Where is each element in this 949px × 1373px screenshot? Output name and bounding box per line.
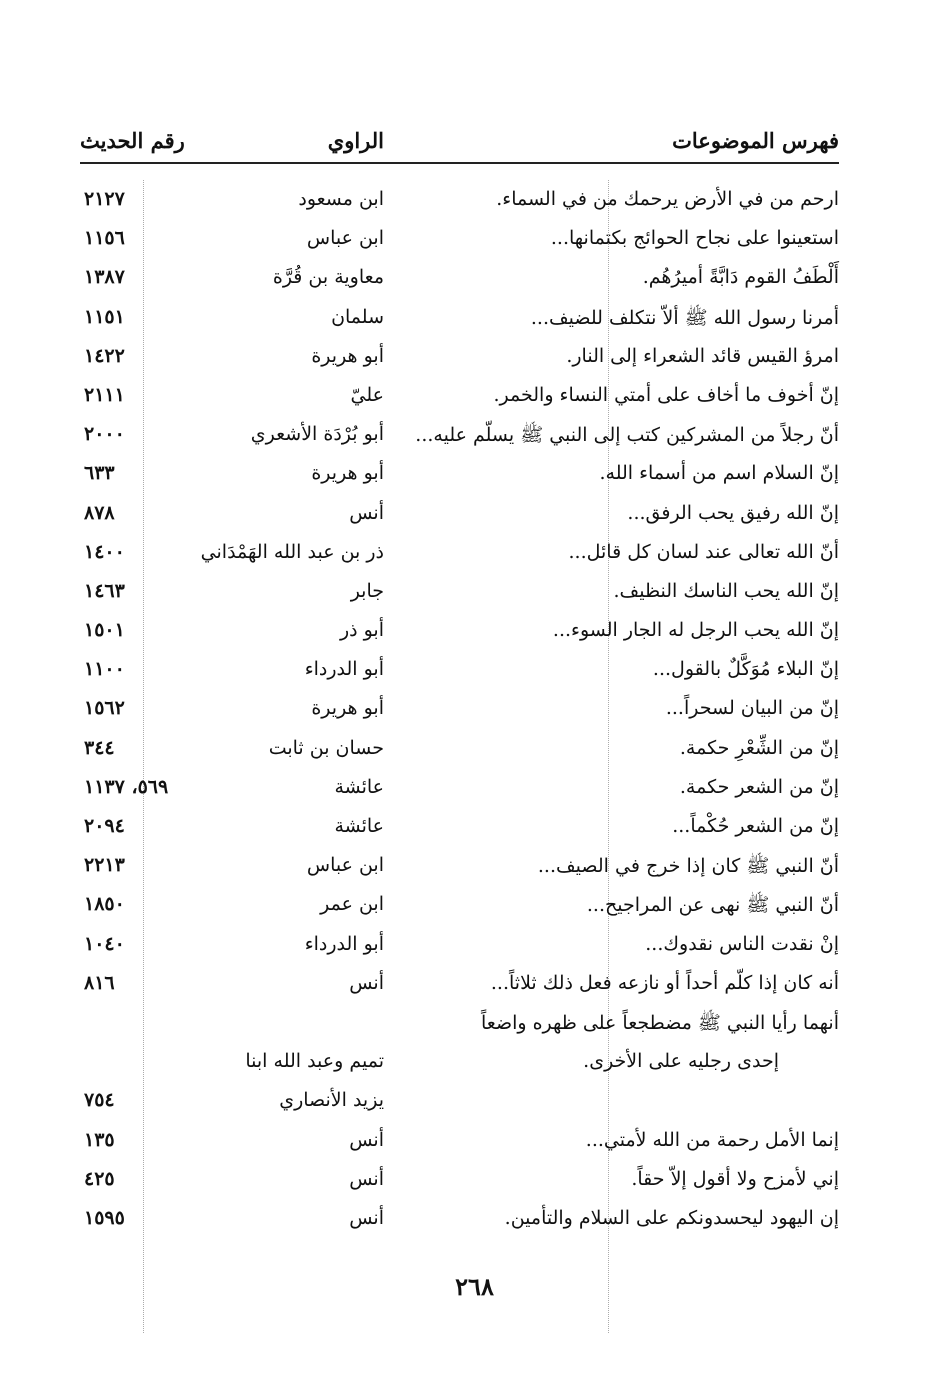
topic-text: إني لأمزح ولا أقول إلاّ حقاً. xyxy=(631,1167,839,1190)
hadith-number: ٨١٦ xyxy=(84,971,115,994)
header-narrator: الراوي xyxy=(327,128,384,153)
narrator-text: أنس xyxy=(349,1167,384,1190)
topic-text: إنْ نقدت الناس نقدوك... xyxy=(645,932,839,955)
table-row xyxy=(80,302,839,341)
topic-text: إنّ الله يحب الرجل له الجار السوء... xyxy=(552,619,839,642)
narrator-text: معاوية بن قُرَّة xyxy=(272,266,384,289)
table-row xyxy=(80,576,839,615)
table-row xyxy=(80,889,839,928)
narrator-text: تميم وعبد الله ابنا xyxy=(245,1050,384,1073)
table-row xyxy=(80,615,839,654)
table-row xyxy=(80,654,839,693)
narrator-text: أنس xyxy=(349,971,384,994)
table-row xyxy=(80,458,839,497)
narrator-text: عائشة xyxy=(334,775,384,798)
table-row xyxy=(80,380,839,419)
table-row xyxy=(80,772,839,811)
narrator-text: جابر xyxy=(350,579,384,602)
hadith-number: ١٣٨٧ xyxy=(84,266,125,289)
hadith-number: ١١٥٦ xyxy=(84,227,125,250)
narrator-text: حسان بن ثابت xyxy=(268,736,384,759)
narrator-text: أنس xyxy=(349,1128,384,1151)
topic-text: إنّ من الشِّعْرِ حكمة. xyxy=(679,736,839,759)
hadith-number: ١٣٥ xyxy=(84,1128,115,1151)
narrator-text: ابن عمر xyxy=(320,893,384,916)
narrator-text: أبو هريرة xyxy=(311,462,384,485)
narrator-text: أبو بُرْدَة الأشعري xyxy=(250,423,384,446)
header-topics: فهرس الموضوعات xyxy=(672,128,839,153)
topic-text: إنّ من البيان لسحراً... xyxy=(665,697,839,720)
hadith-number: ٧٥٤ xyxy=(84,1089,115,1112)
topic-text: إنّ أخوف ما أخاف على أمتي النساء والخمر. xyxy=(493,383,839,406)
hadith-number: ٨٧٨ xyxy=(84,501,115,524)
table-row xyxy=(80,537,839,576)
hadith-number: ٢١٢٧ xyxy=(84,188,125,210)
table-row xyxy=(80,693,839,732)
topic-text: ارحم من في الأرض يرحمك من في السماء. xyxy=(496,188,839,210)
topic-text: إنّ السلام اسم من أسماء الله. xyxy=(599,462,839,485)
table-header xyxy=(80,126,839,164)
topic-text: إحدى رجليه على الأخرى. xyxy=(583,1050,779,1073)
topic-text: إنّ من الشعر حُكْماً... xyxy=(672,815,839,837)
narrator-text: أنس xyxy=(349,501,384,524)
topic-text: إنّ البلاء مُوَكَّلٌ بالقول... xyxy=(652,658,839,681)
topic-text: أمرنا رسول الله ﷺ ألاّ نتكلف للضيف... xyxy=(530,306,839,329)
narrator-text: أبو الدرداء xyxy=(304,658,384,681)
narrator-text: ابن عباس xyxy=(306,227,384,250)
topic-text: إن اليهود ليحسدونكم على السلام والتأمين. xyxy=(504,1206,839,1229)
topic-text: أنّ الله تعالى عند لسان كل قائل... xyxy=(568,540,839,563)
hadith-number: ١٥٦٢ xyxy=(84,697,125,720)
narrator-text: أبو هريرة xyxy=(311,344,384,367)
table-row xyxy=(80,1203,839,1242)
narrator-text: ابن مسعود xyxy=(298,188,384,210)
table-row xyxy=(80,1007,839,1046)
table-row xyxy=(80,929,839,968)
table-row xyxy=(80,968,839,1007)
topic-text: إنّ الله يحب الناسك النظيف. xyxy=(613,579,839,602)
table-row xyxy=(80,262,839,301)
hadith-number: ٢٠٠٠ xyxy=(84,423,125,446)
table-row xyxy=(80,1046,839,1085)
topic-text: أنّ رجلاً من المشركين كتب إلى النبي ﷺ يسلّم عليه... xyxy=(415,424,839,447)
hadith-number: ٢٢١٣ xyxy=(84,854,125,877)
table-row xyxy=(80,1085,839,1124)
hadith-number: ٤٢٥ xyxy=(84,1167,115,1190)
table-row xyxy=(80,733,839,772)
narrator-text: سلمان xyxy=(331,305,384,328)
hadith-number: ١٤٦٣ xyxy=(84,579,125,602)
narrator-text: أبو ذر xyxy=(339,619,384,642)
table-row xyxy=(80,1125,839,1164)
topic-text: أنّ النبي ﷺ نهى عن المراجيح... xyxy=(586,894,839,917)
narrator-text: يزيد الأنصاري xyxy=(279,1089,384,1112)
narrator-text: أبو هريرة xyxy=(311,697,384,720)
hadith-number: ٢٠٩٤ xyxy=(84,815,125,837)
topic-text: أنّ النبي ﷺ كان إذا خرج في الصيف... xyxy=(537,855,839,878)
hadith-number: ١٤٢٢ xyxy=(84,344,125,367)
narrator-text: أبو الدرداء xyxy=(304,932,384,955)
topic-text: امرؤ القيس قائد الشعراء إلى النار. xyxy=(566,344,839,367)
hadith-number: ١٥٩٥ xyxy=(84,1206,125,1229)
table-row xyxy=(80,341,839,380)
table-row xyxy=(80,1164,839,1203)
table-row xyxy=(80,811,839,850)
table-row xyxy=(80,223,839,262)
topic-text: إنّ من الشعر حكمة. xyxy=(679,775,839,798)
narrator-text: ذر بن عبد الله الهَمْدَاني xyxy=(200,540,384,563)
narrator-text: عليّ xyxy=(350,383,384,406)
header-hadith-number: رقم الحديث xyxy=(80,128,185,153)
hadith-number: ١٤٠٠ xyxy=(84,540,125,563)
topic-text: أَلْطَفُ القوم دَابَّةً أميرُهُم. xyxy=(642,266,839,289)
table-row xyxy=(80,184,839,223)
hadith-number: ٢١١١ xyxy=(84,383,125,406)
topic-text: أنه كان إذا كلّم أحداً أو نازعه فعل ذلك ثلاثاً... xyxy=(490,971,839,994)
hadith-number: ١٥٠١ xyxy=(84,619,125,642)
hadith-number: ١١٥١ xyxy=(84,305,125,328)
hadith-number: ٥٦٩، ١١٣٧ xyxy=(84,775,169,798)
hadith-number: ٣٤٤ xyxy=(84,736,115,759)
hadith-number: ١١٠٠ xyxy=(84,658,125,681)
narrator-text: عائشة xyxy=(334,815,384,837)
table-row xyxy=(80,498,839,537)
hadith-number: ٦٣٣ xyxy=(84,462,115,485)
topic-text: إنّ الله رفيق يحب الرفق... xyxy=(627,501,839,524)
hadith-number: ١٠٤٠ xyxy=(84,932,125,955)
topic-text: استعينوا على نجاح الحوائج بكتمانها... xyxy=(550,227,839,250)
narrator-text: أنس xyxy=(349,1206,384,1229)
page-number: ٢٦٨ xyxy=(455,1272,494,1301)
table-row xyxy=(80,850,839,889)
topic-text: إنما الأمل رحمة من الله لأمتي... xyxy=(585,1128,839,1151)
table-row xyxy=(80,419,839,458)
index-table xyxy=(80,184,839,1242)
topic-text: أنهما رأيا النبي ﷺ مضطجعاً على ظهره واضعاً xyxy=(480,1011,839,1034)
narrator-text: ابن عباس xyxy=(306,854,384,877)
hadith-number: ١٨٥٠ xyxy=(84,893,125,916)
